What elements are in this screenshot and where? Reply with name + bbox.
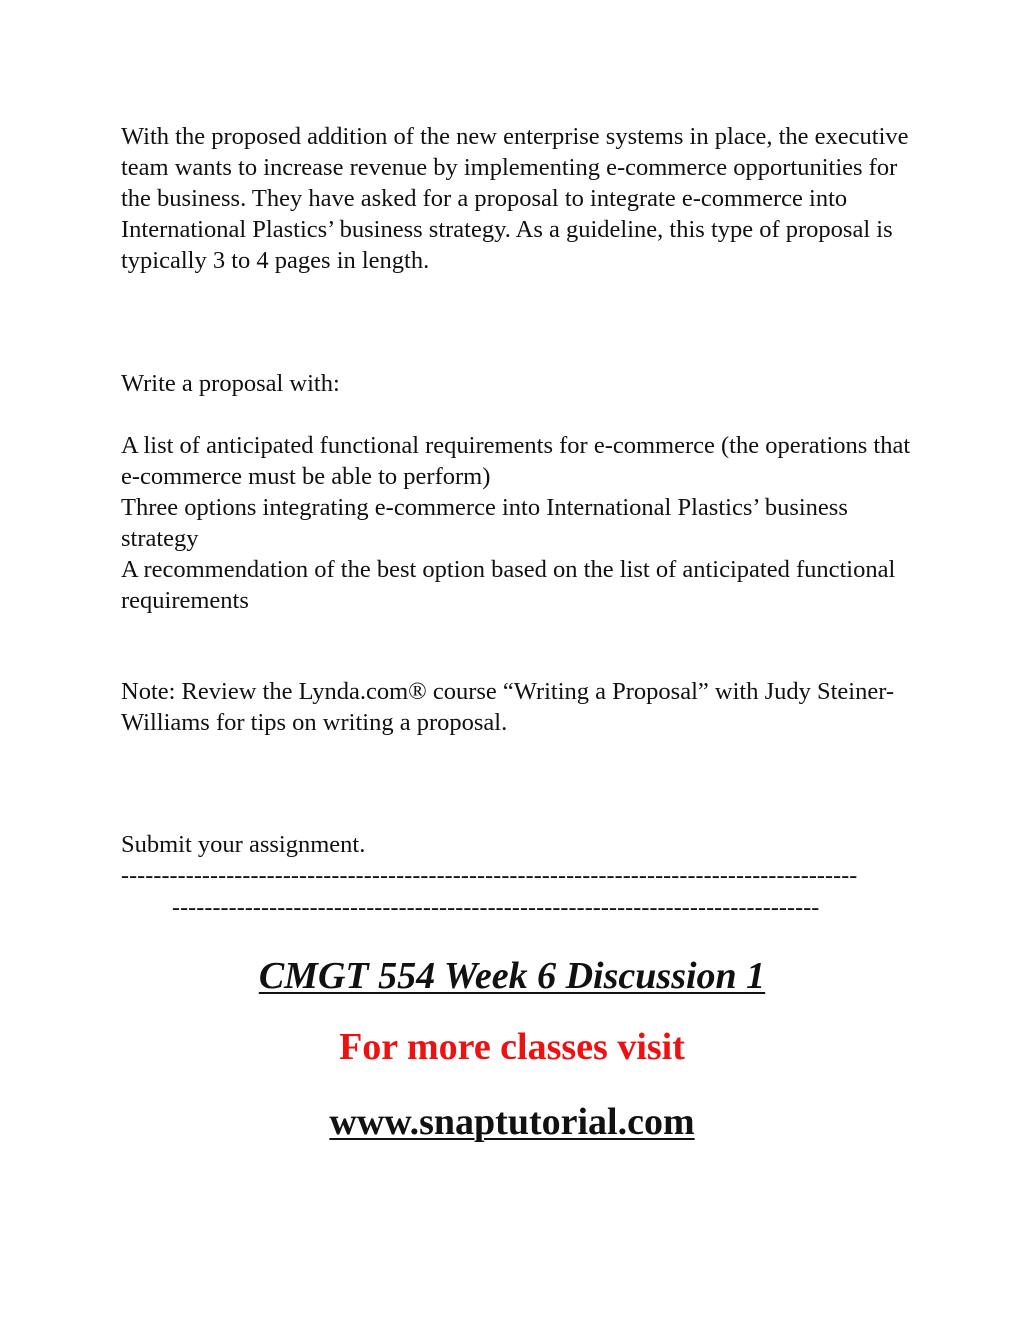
separator-line: ------------------------------------------------------------------------------------------- <box>121 863 858 889</box>
intro-paragraph: With the proposed addition of the new enterprise systems in place, the executive team wants to increase revenue by implementing e-commerce opportunities for the business. They have asked for a proposal to integrate e-commerce into International Plastics’ business strategy. As a guideline, this type of proposal is typically 3 to 4 pages in length. <box>121 123 909 274</box>
note-paragraph: Note: Review the Lynda.com® course “Writing a Proposal” with Judy Steiner-Williams for tips on writing a proposal. <box>121 678 895 736</box>
submit-instruction: Submit your assignment. <box>121 831 366 858</box>
list-item: A recommendation of the best option based on the list of anticipated functional requirements <box>121 556 896 614</box>
course-title: CMGT 554 Week 6 Discussion 1 <box>258 955 766 997</box>
requirements-list <box>121 430 911 616</box>
website-link[interactable]: www.snaptutorial.com <box>329 1101 695 1143</box>
list-item: Three options integrating e-commerce into International Plastics’ business strategy <box>121 494 848 552</box>
separator-line: -------------------------------------------------------------------------------- <box>172 895 820 921</box>
write-proposal-heading: Write a proposal with: <box>121 370 340 397</box>
list-item: A list of anticipated functional requirements for e-commerce (the operations that e-commerce must be able to perform) <box>121 432 911 490</box>
promo-text: For more classes visit <box>339 1026 685 1068</box>
